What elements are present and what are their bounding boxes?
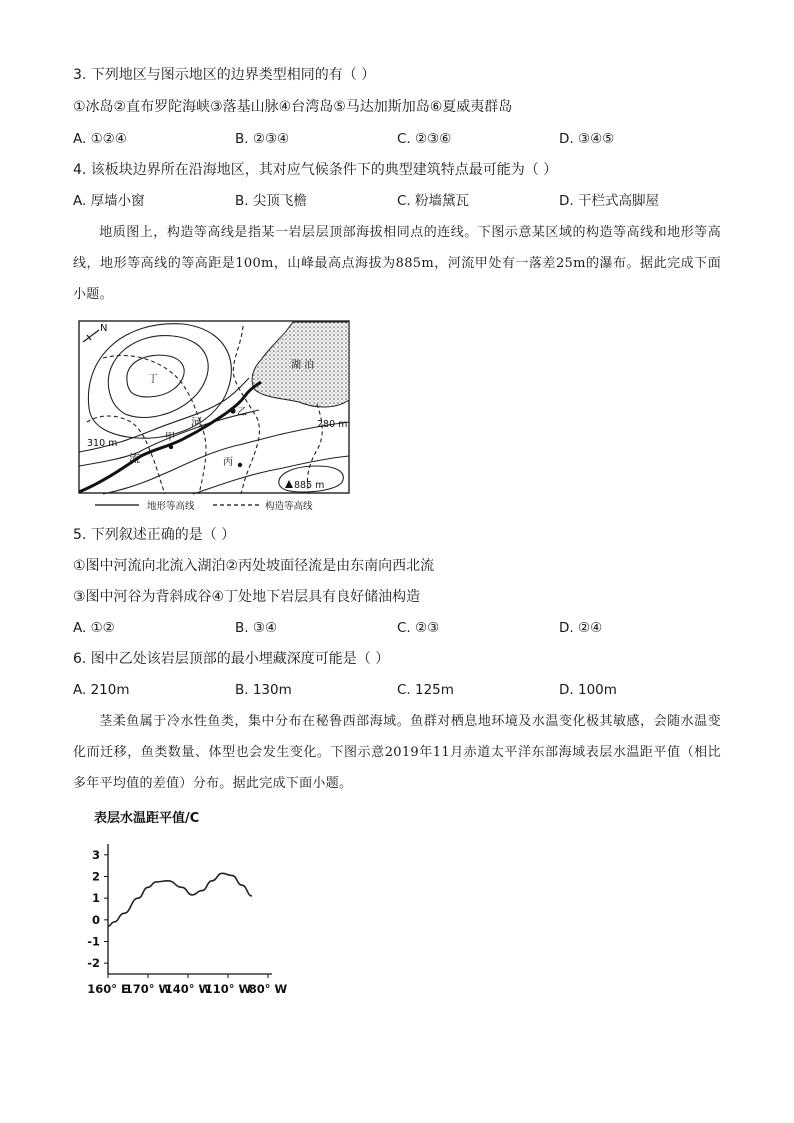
q6-option-b: B. 130m xyxy=(235,682,292,698)
y-tick-label: -2 xyxy=(87,956,100,971)
y-tick-label: 3 xyxy=(91,847,100,862)
point-jia-label: 甲 xyxy=(165,432,175,443)
q4-option-a: A. 厚墙小窗 xyxy=(73,193,145,209)
q3-items: ①冰岛②直布罗陀海峡③落基山脉④台湾岛⑤马达加斯加岛⑥夏威夷群岛 xyxy=(73,99,513,115)
label-280: 280 m xyxy=(317,419,348,430)
q3-stem: 3. 下列地区与图示地区的边界类型相同的有（ ） xyxy=(73,67,376,83)
q3-option-c: C. ②③⑥ xyxy=(397,131,452,147)
chart-x-ticks xyxy=(87,974,287,996)
passage-geology-text: 地质图上，构造等高线是指某一岩层层顶部海拔相同点的连线。下图示意某区域的构造等高线和地形等高线，地形等高线的等高距是100m，山峰最高点海拔为885m，河流甲处有一落差25m的瀑布。据此完成下面小题。 xyxy=(73,225,721,302)
q4-option-d: D. 干栏式高脚屋 xyxy=(559,193,659,209)
q5-items-line1: ①图中河流向北流入湖泊②丙处坡面径流是由东南向西北流 xyxy=(73,558,435,574)
passage-squid-text: 茎柔鱼属于冷水性鱼类，集中分布在秘鲁西部海域。鱼群对栖息地环境及水温变化极其敏感，会随水温变化而迁移，鱼类数量、体型也会发生变化。下图示意2019年11月赤道太平洋东部海域表层水温距平值（相比多年平均值的差值）分布。据此完成下面小题。 xyxy=(73,714,721,791)
chart-y-ticks xyxy=(87,848,108,970)
q3-option-a: A. ①②④ xyxy=(73,131,127,147)
north-label: N xyxy=(100,323,108,334)
q6-option-c: C. 125m xyxy=(397,682,454,698)
q5-option-c: C. ②③ xyxy=(397,620,440,636)
point-bing-marker xyxy=(238,463,242,467)
q6-stem: 6. 图中乙处该岩层顶部的最小埋藏深度可能是（ ） xyxy=(73,651,390,667)
chart-title: 表层水温距平值/C xyxy=(94,811,200,826)
point-bing-label: 丙 xyxy=(223,457,233,468)
y-tick-label: 1 xyxy=(91,891,100,906)
x-tick-label: 160° E xyxy=(87,982,129,996)
q6-option-d: D. 100m xyxy=(559,682,617,698)
sst-anomaly-chart xyxy=(70,806,300,998)
legend-dashed-label: 构造等高线 xyxy=(265,501,313,512)
q5-option-d: D. ②④ xyxy=(559,620,603,636)
passage-squid xyxy=(73,706,721,799)
passage-geology xyxy=(73,217,721,310)
point-yi-marker xyxy=(230,408,235,413)
point-jia-marker xyxy=(169,445,173,449)
river-label-liu: 流 xyxy=(129,452,140,465)
point-ding-label: 丁 xyxy=(148,374,158,385)
y-tick-label: 0 xyxy=(91,912,100,927)
sst-anomaly-series-line xyxy=(108,873,252,926)
q4-option-c: C. 粉墙黛瓦 xyxy=(397,193,470,209)
peak-label: 885 m xyxy=(294,480,325,491)
x-tick-label: 170° W xyxy=(124,982,172,996)
q3-option-b: B. ②③④ xyxy=(235,131,290,147)
q5-stem: 5. 下列叙述正确的是（ ） xyxy=(73,527,236,543)
legend-solid-label: 地形等高线 xyxy=(147,501,195,512)
lake-label: 湖 泊 xyxy=(291,360,315,371)
x-tick-label: 140° W xyxy=(164,982,212,996)
q5-option-b: B. ③④ xyxy=(235,620,278,636)
point-yi-label: 乙 xyxy=(237,407,247,418)
q6-option-a: A. 210m xyxy=(73,682,130,698)
river-label-he: 河 xyxy=(191,416,202,429)
q5-items-line2: ③图中河谷为背斜成谷④丁处地下岩层具有良好储油构造 xyxy=(73,589,421,605)
q5-option-a: A. ①② xyxy=(73,620,115,636)
x-tick-label: 110° W xyxy=(204,982,252,996)
x-tick-label: 80° W xyxy=(248,982,288,996)
contour-map-figure xyxy=(73,318,355,514)
chart-axes xyxy=(108,844,272,974)
q3-option-d: D. ③④⑤ xyxy=(559,131,615,147)
q4-option-b: B. 尖顶飞檐 xyxy=(235,193,307,209)
label-310: 310 m xyxy=(87,438,118,449)
y-tick-label: -1 xyxy=(87,934,100,949)
y-tick-label: 2 xyxy=(91,869,100,884)
q4-stem: 4. 该板块边界所在沿海地区，其对应气候条件下的典型建筑特点最可能为（ ） xyxy=(73,162,558,178)
